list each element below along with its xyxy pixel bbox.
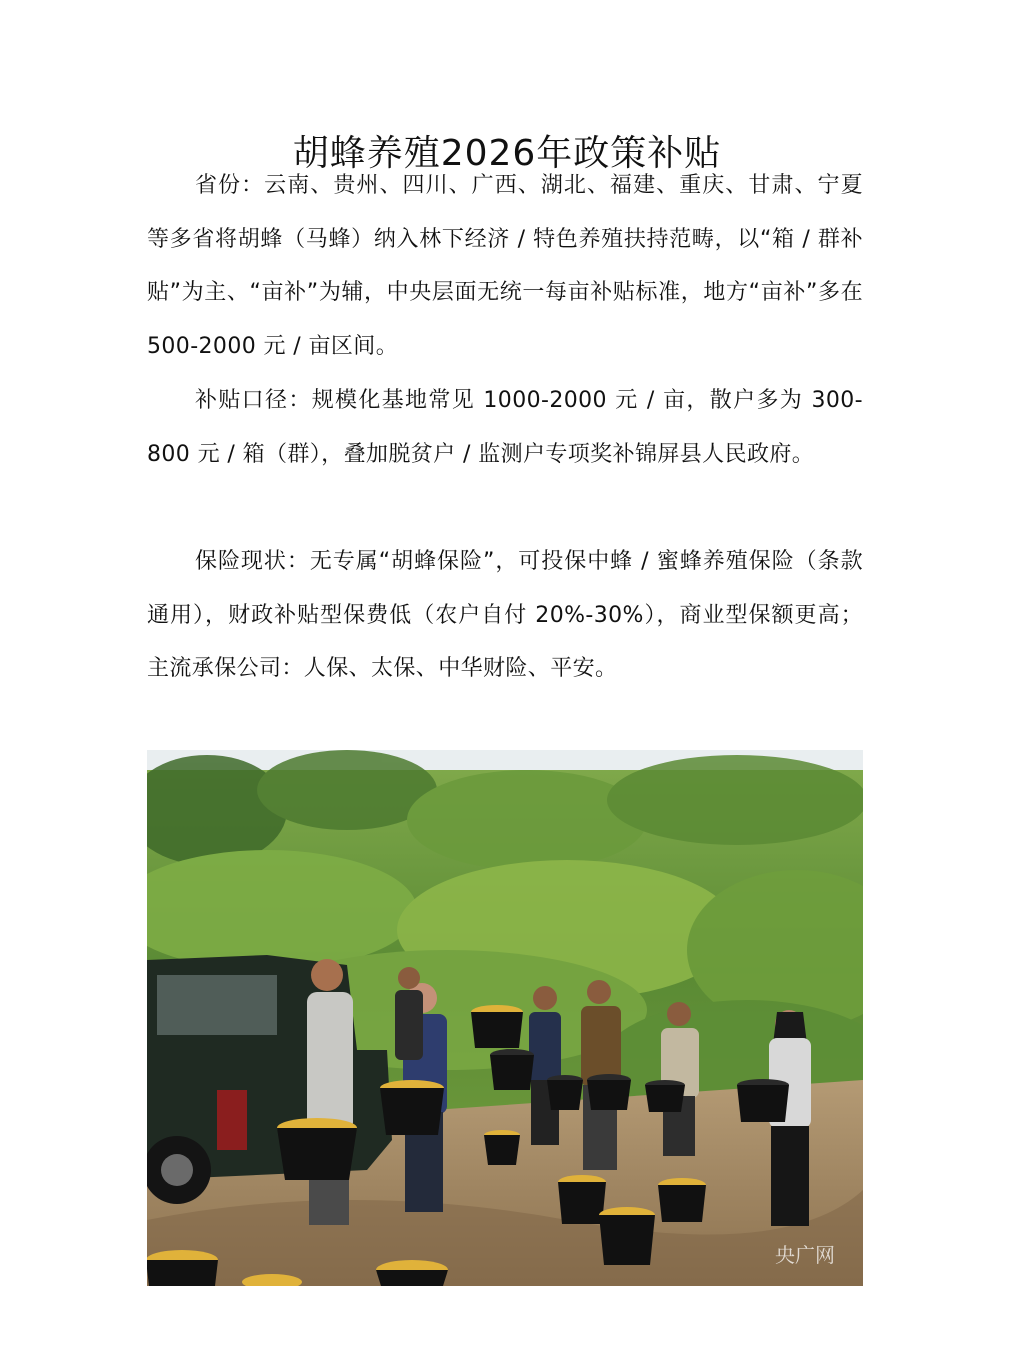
paragraph-subsidy-scope: 补贴口径：规模化基地常见 1000-2000 元 / 亩，散户多为 300-800 元 / 箱（群），叠加脱贫户 / 监测户专项奖补锦屏县人民政府。: [147, 388, 863, 467]
page-title: 胡蜂养殖2026年政策补贴: [292, 133, 722, 175]
paragraph-insurance: 保险现状：无专属“胡蜂保险”，可投保中蜂 / 蜜蜂养殖保险（条款通用），财政补贴型保费低（农户自付 20%-30%），商业型保额更高；主流承保公司：人保、太保、中华财险、平安。: [147, 549, 863, 682]
paragraph-provinces: 省份：云南、贵州、四川、广西、湖北、福建、重庆、甘肃、宁夏等多省将胡蜂（马蜂）纳入林下经济 / 特色养殖扶持范畴，以“箱 / 群补贴”为主、“亩补”为辅，中央层面无统一每亩补贴标准，地方“亩补”多在 500-2000 元 / 亩区间。: [147, 173, 863, 359]
photo-watermark: 央广网: [775, 1243, 835, 1267]
hornet-farming-photo: [147, 750, 863, 1286]
